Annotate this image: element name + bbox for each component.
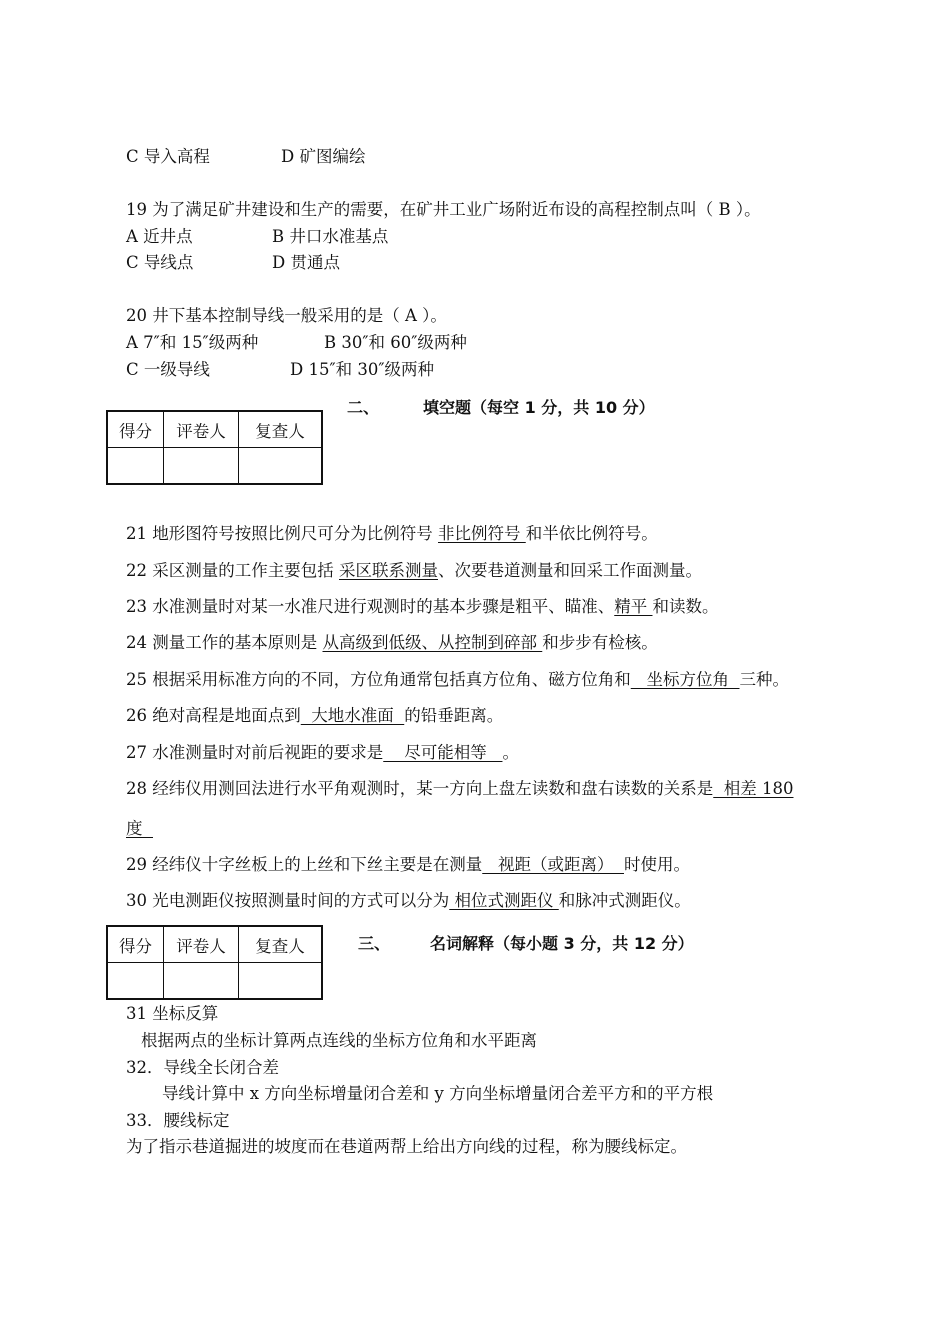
- term-33-definition: 为了指示巷道掘进的坡度而在巷道两帮上给出方向线的过程，称为腰线标定。: [126, 1137, 687, 1156]
- section2-title: 填空题（每空 1 分，共 10 分）: [423, 398, 655, 417]
- score-cell[interactable]: [107, 963, 164, 1000]
- reviewer-header: 复查人: [239, 926, 323, 963]
- score-table-section2: [106, 410, 323, 485]
- q25-answer: 坐标方位角: [630, 670, 740, 689]
- q21: 21 地形图符号按照比例尺可分为比例符号 非比例符号 和半依比例符号。: [126, 524, 658, 543]
- q24: 24 测量工作的基本原则是 从高级到低级、从控制到碎部 和步步有检核。: [126, 633, 658, 652]
- q23-answer: 精平: [614, 597, 653, 616]
- grader-cell[interactable]: [164, 963, 239, 1000]
- q20-options-ab: [126, 333, 467, 353]
- reviewer-header: 复查人: [239, 411, 323, 448]
- q19-options-ab: [126, 227, 388, 247]
- term-32: 32．导线全长闭合差: [126, 1058, 279, 1077]
- q22-answer: 采区联系测量: [339, 561, 438, 580]
- term-33: 33．腰线标定: [126, 1111, 230, 1130]
- reviewer-cell[interactable]: [239, 963, 323, 1000]
- q20-stem: 20 井下基本控制导线一般采用的是（ A ）。: [126, 306, 447, 325]
- section3-number: 三、: [358, 934, 391, 953]
- section3-title: 名词解释（每小题 3 分，共 12 分）: [430, 934, 694, 953]
- q19-option-b: B 井口水准基点: [272, 227, 389, 246]
- q19-option-c: C 导线点: [126, 253, 194, 272]
- q29-answer: 视距（或距离）: [482, 855, 624, 874]
- score-cell[interactable]: [107, 448, 164, 485]
- score-header: 得分: [107, 926, 164, 963]
- q23: 23 水准测量时对某一水准尺进行观测时的基本步骤是粗平、瞄准、精平 和读数。: [126, 597, 719, 616]
- q30: 30 光电测距仪按照测量时间的方式可以分为 相位式测距仪 和脉冲式测距仪。: [126, 891, 691, 910]
- q26-answer: 大地水准面: [300, 706, 405, 725]
- q25: 25 根据采用标准方向的不同，方位角通常包括真方位角、磁方位角和 坐标方位角 三种。: [126, 670, 789, 689]
- section3-heading: [358, 934, 694, 954]
- q18-options-cd: [126, 147, 365, 167]
- q18-option-c: C 导入高程: [126, 147, 210, 166]
- grader-header: 评卷人: [164, 926, 239, 963]
- q21-answer: 非比例符号: [438, 524, 526, 543]
- term-32-definition: 导线计算中 x 方向坐标增量闭合差和 y 方向坐标增量闭合差平方和的平方根: [162, 1084, 714, 1103]
- score-table-section3: [106, 925, 323, 1000]
- q20-option-a: A 7″和 15″级两种: [126, 333, 259, 352]
- q19-option-d: D 贯通点: [272, 253, 340, 272]
- q29: 29 经纬仪十字丝板上的上丝和下丝主要是在测量 视距（或距离） 时使用。: [126, 855, 690, 874]
- q19-stem: 19 为了满足矿井建设和生产的需要，在矿井工业广场附近布设的高程控制点叫（ B ）。: [126, 200, 761, 219]
- q18-option-d: D 矿图编绘: [281, 147, 366, 166]
- q26: 26 绝对高程是地面点到 大地水准面 的铅垂距离。: [126, 706, 504, 725]
- grader-cell[interactable]: [164, 448, 239, 485]
- q24-answer: 从高级到低级、从控制到碎部: [322, 633, 543, 652]
- q22: 22 采区测量的工作主要包括 采区联系测量、次要巷道测量和回采工作面测量。: [126, 561, 702, 580]
- q27-answer: 尽可能相等: [383, 743, 503, 762]
- q20-option-b: B 30″和 60″级两种: [324, 333, 467, 352]
- q30-answer: 相位式测距仪: [449, 891, 559, 910]
- term-31-definition: 根据两点的坐标计算两点连线的坐标方位角和水平距离: [141, 1031, 537, 1050]
- q27: 27 水准测量时对前后视距的要求是 尽可能相等 。: [126, 743, 519, 762]
- q20-option-c: C 一级导线: [126, 360, 210, 379]
- section2-heading: [347, 398, 655, 418]
- q19-options-cd: [126, 253, 340, 273]
- q20-options-cd: [126, 360, 434, 380]
- term-31: 31 坐标反算: [126, 1004, 219, 1023]
- score-header: 得分: [107, 411, 164, 448]
- q28: 28 经纬仪用测回法进行水平角观测时，某一方向上盘左读数和盘右读数的关系是 相差 180: [126, 779, 794, 798]
- q28-continued: [126, 819, 153, 839]
- q19-option-a: A 近井点: [126, 227, 193, 246]
- section2-number: 二、: [347, 398, 380, 417]
- q20-option-d: D 15″和 30″级两种: [290, 360, 435, 379]
- q28-answer: 相差 180: [713, 779, 794, 798]
- reviewer-cell[interactable]: [239, 448, 323, 485]
- grader-header: 评卷人: [164, 411, 239, 448]
- q28-answer-continued: 度: [126, 819, 153, 838]
